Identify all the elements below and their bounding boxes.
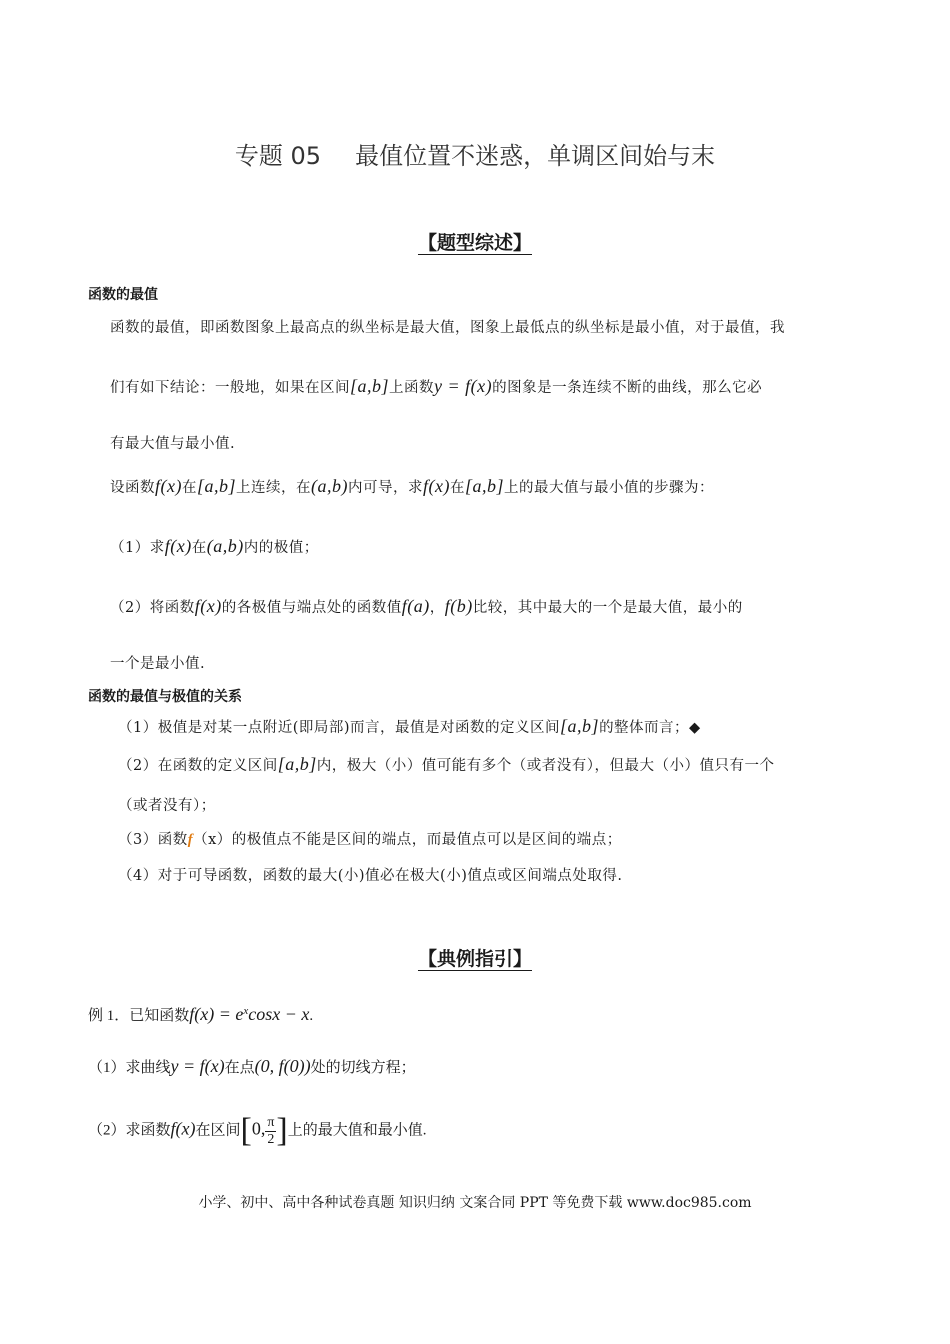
title-text: 最值位置不迷惑，单调区间始与末: [355, 142, 716, 170]
subheading-extrema: 函数的最值: [88, 287, 158, 303]
page-title: [0, 136, 950, 171]
relation-item-2: （2）在函数的定义区间[a,b]内，极大（小）值可能有多个（或者没有），但最大（小）值只有一个: [118, 754, 775, 774]
example-1-question-2: （2）求函数f(x)在区间[0, $\frac{\pi}{2}$ ]上的最大值和最小值.: [88, 1112, 427, 1149]
section-heading-examples: 【典例指引】: [417, 948, 532, 970]
relation-item-4: （4）对于可导函数，函数的最大(小)值必在极大(小)值点或区间端点处取得.: [118, 868, 623, 884]
math-interval-closed: [a,b]: [350, 376, 390, 396]
subheading-relation: 函数的最值与极值的关系: [88, 689, 242, 705]
fraction-pi-over-2: $\frac{\pi}{2}$: [267, 1114, 275, 1147]
paragraph-line-2: 们有如下结论：一般地，如果在区间[a,b]上函数y = f(x)的图象是一条连续不断的曲线，那么它必: [110, 376, 763, 396]
example-1-question-1: （1）求曲线y = f(x)在点(0, f(0))处的切线方程；: [88, 1056, 416, 1076]
paragraph-line-4: 设函数f(x)在[a,b]上连续，在(a,b)内可导，求f(x)在[a,b]上的最大值与最小值的步骤为：: [110, 476, 714, 496]
relation-item-2-cont: （或者没有）；: [118, 798, 216, 814]
paragraph-line-3: 有最大值与最小值.: [110, 436, 236, 452]
paragraph-line-1: 函数的最值，即函数图象上最高点的纵坐标是最大值，图象上最低点的纵坐标是最小值，对于最值，我: [110, 320, 785, 336]
math-function: y = f(x): [434, 376, 493, 396]
title-number: 专题 05: [234, 142, 322, 170]
step-2: （2）将函数f(x)的各极值与端点处的函数值f(a)，f(b)比较，其中最大的一个是最大值，最小的: [110, 596, 743, 616]
step-1: （1）求f(x)在(a,b)内的极值；: [110, 536, 319, 556]
page-footer: 小学、初中、高中各种试卷真题 知识归纳 文案合同 PPT 等免费下载 www.doc985.com: [198, 1195, 752, 1211]
example-1-statement: 例 1．已知函数$f(x) = e^x\cos x - x$.: [88, 1004, 314, 1024]
step-2-cont: 一个是最小值.: [110, 656, 206, 672]
relation-item-3: （3）函数f（x）的极值点不能是区间的端点，而最值点可以是区间的端点；: [118, 832, 622, 848]
relation-item-1: （1）极值是对某一点附近(即局部)而言，最值是对函数的定义区间[a,b]的整体而言；◆: [118, 716, 701, 736]
section-heading-overview: 【题型综述】: [417, 232, 532, 254]
